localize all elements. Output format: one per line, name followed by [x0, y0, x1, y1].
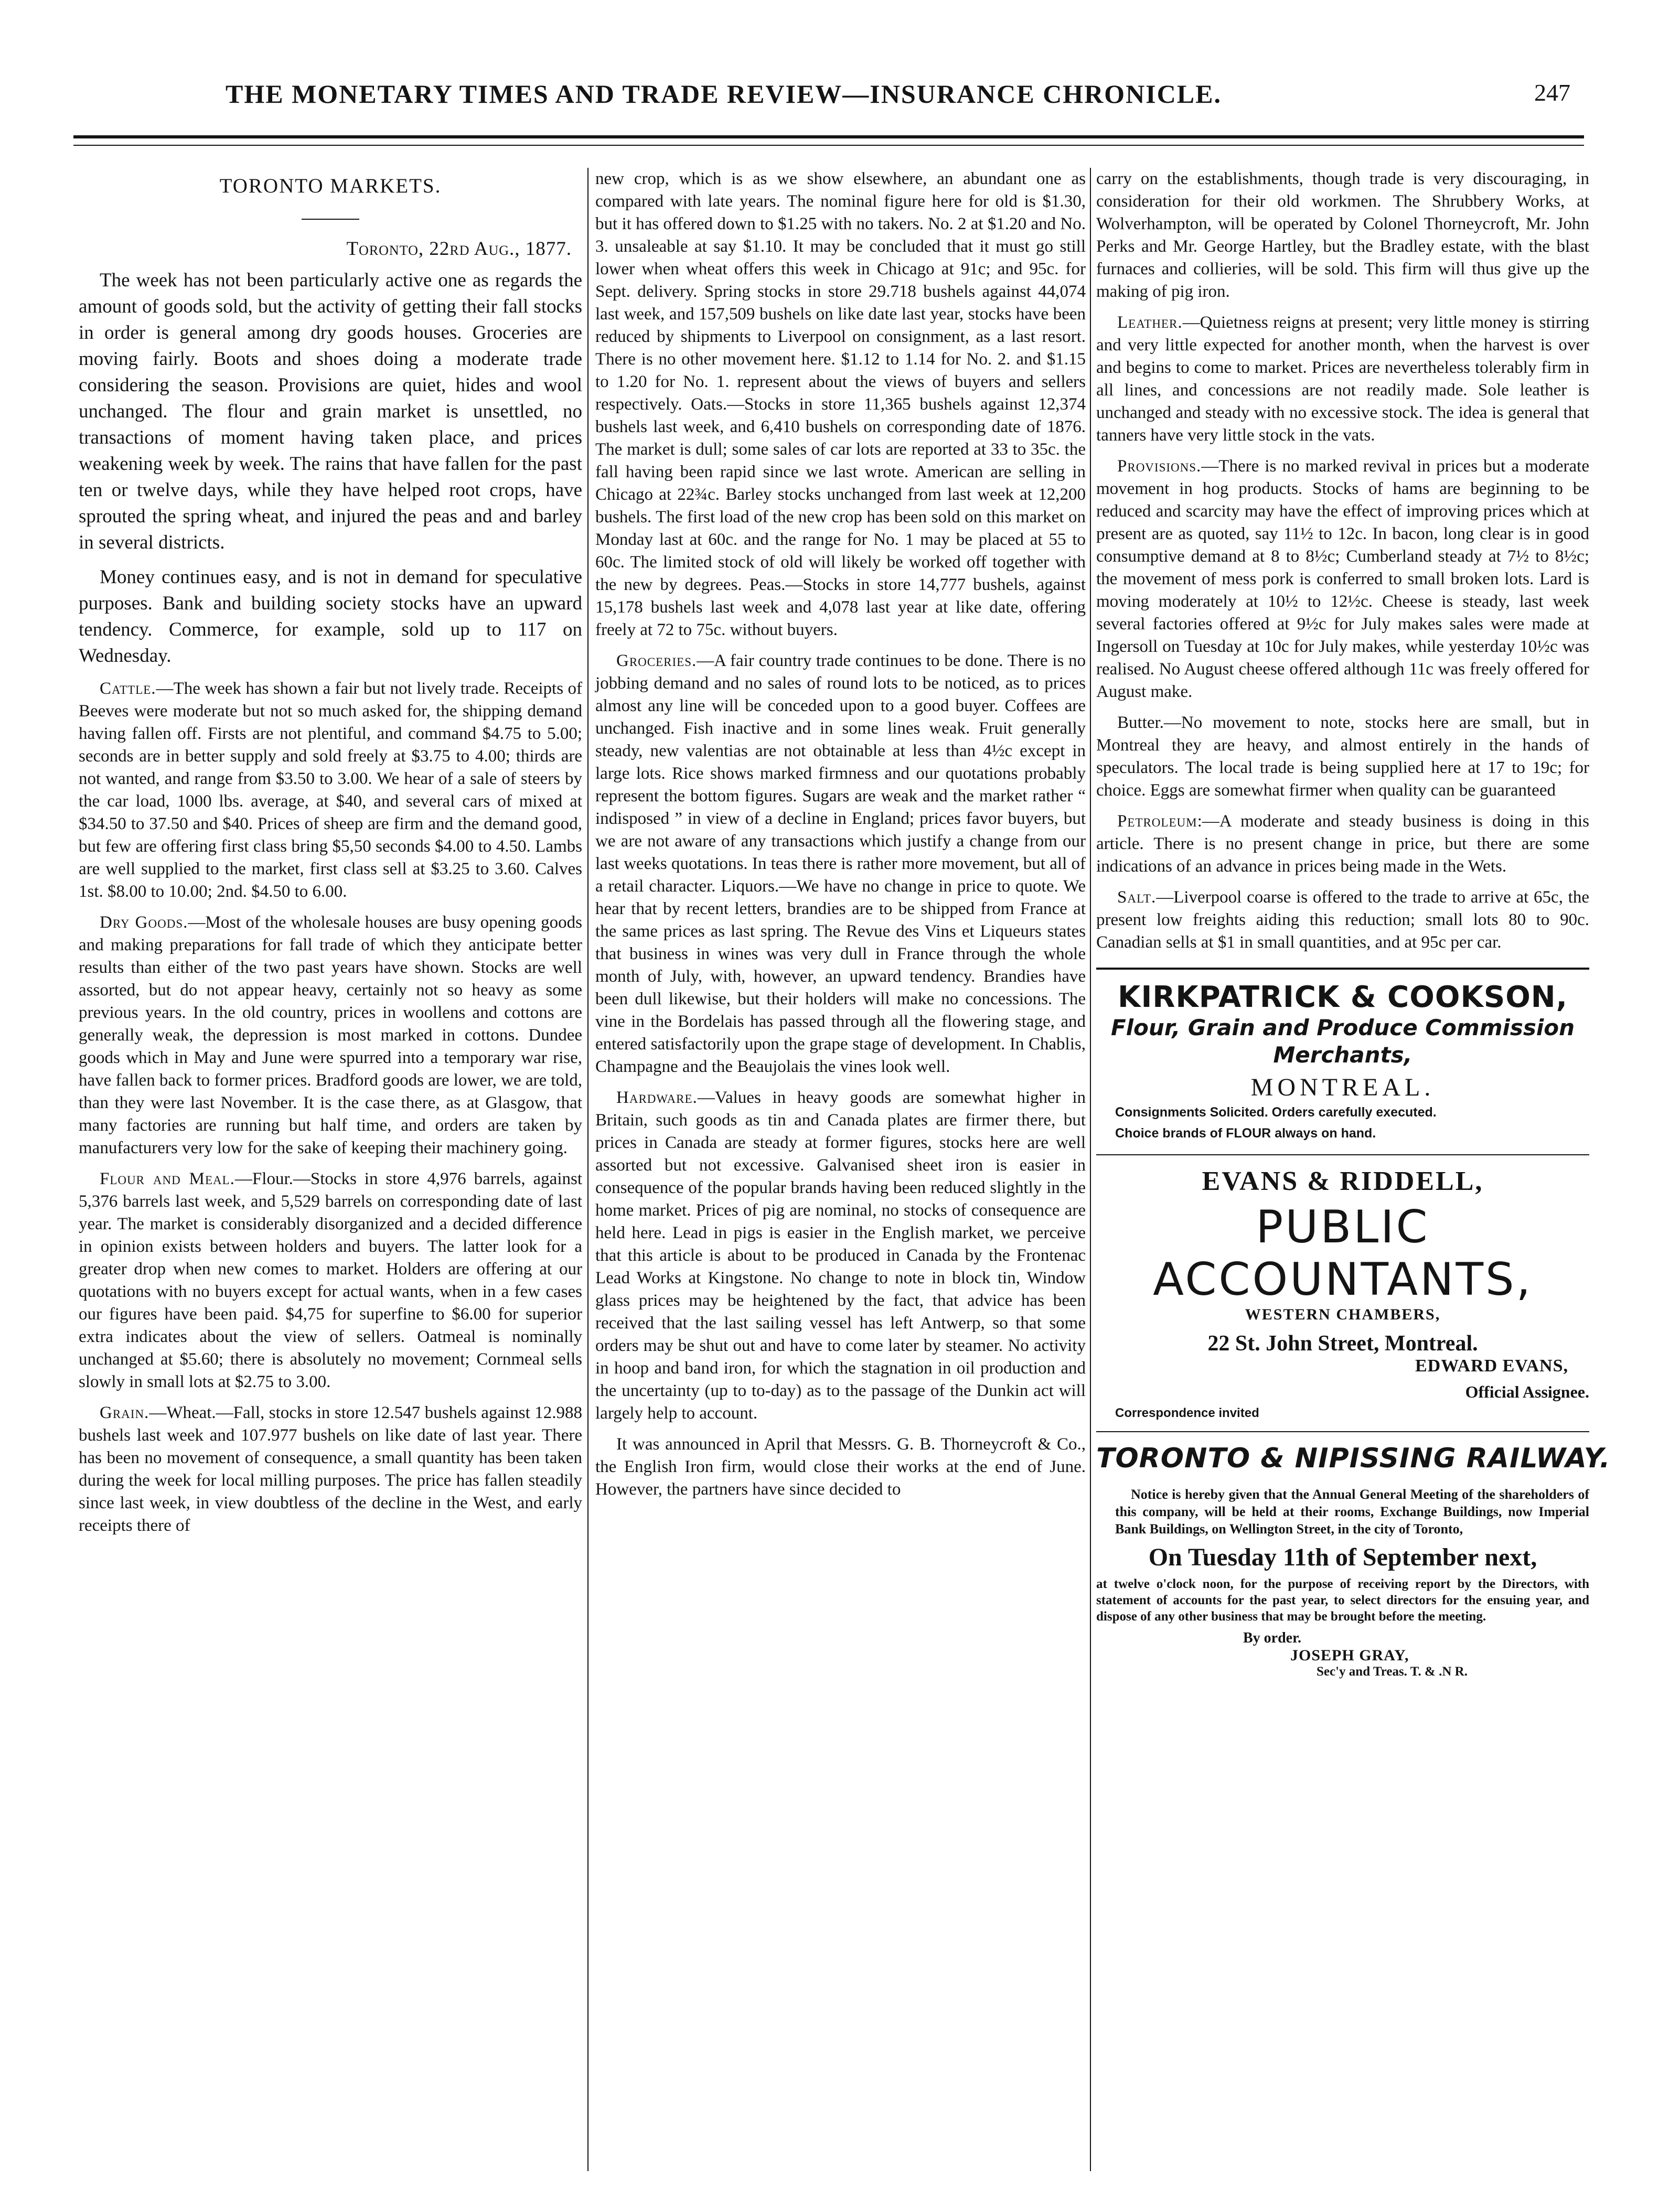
paragraph-text: —Liverpool coarse is offered to the trade to arrive at 65c, the present low freights aiding this reduction; small lots 80 to 90c. Canadian sells at $1 in small quantities, and at 95c per car. — [1096, 888, 1589, 952]
ad-divider — [1096, 1154, 1589, 1155]
section-heading: Flour and Meal. — [100, 1169, 235, 1188]
paragraph-text: —A fair country trade continues to be done. There is no jobbing demand and no sales of round lots to be noticed, as to prices almost any line will be conceded upon to a good buyer. Coffees are unchanged. Fish inactive and in some lines weak. Fruit generally steady, new valentias are not obtainable at less than 4½c except in large lots. Rice shows marked firmness and our quotations probably represent the bottom figures. Sugars are weak and the market rather “ indisposed ” in view of a decline in England; prices favor buyers, but we are not aware of any transactions which justify a change from our last weeks quotations. In teas there is rather more movement, but all of a retail character. Liquors.—We have no change in price to quote. We hear that by recent letters, brandies are to be shipped from France at the same prices as last spring. The Revue des Vins et Liqueurs states that business in wines was very dull in France through the whole month of July, with, however, an upward tendency. Brandies have been dull likewise, but their holders will make no concessions. The vine in the Bordelais has passed through all the flowering stage, and entered satisfactorily upon the grape stage of development. In Chablis, Champagne and the Beaujolais the vines look well. — [595, 651, 1086, 1076]
section-heading: Salt. — [1117, 888, 1157, 907]
kirkpatrick-ad — [1096, 980, 1589, 1144]
ad-signature: JOSEPH GRAY, — [1290, 1647, 1409, 1664]
ad-person-name: EDWARD EVANS, — [1415, 1356, 1568, 1376]
paragraph-text: :—A moderate and steady business is doing in this article. There is no present change in price, but there are some indications of an advance in prices being made in the Wets. — [1096, 812, 1589, 876]
ad-divider — [1096, 968, 1589, 970]
dateline: Toronto, 22rd Aug., 1877. — [346, 238, 572, 260]
grain-continued-paragraph: new crop, which is as we show elsewhere, an abundant one as compared with late years. The nominal figure here for old is $1.30, but it has offered down to $1.25 with no takers. No. 2 at $1.20 and No. 3. unsaleable at say $1.10. It may be concluded that it must go still lower when wheat offers this week in Chicago at 91c; and 95c. for Sept. delivery. Spring stocks in store 29.718 bushels against 44,074 last week, and 157,509 bushels on like date last year, stocks have been reduced by shipments to Liverpool on consignment, as a last resort. There is no other movement here. $1.12 to 1.14 for No. 2. and $1.15 to 1.20 for No. 1. represent about the views of buyers and sellers respectively. Oats.—Stocks in store 11,365 bushels against 12,374 bushels last week, and 6,410 bushels on corresponding date of 1876. The market is dull; some sales of car lots are reported at 33 to 35c. the fall having been rapid since we last wrote. American are selling in Chicago at 22¾c. Barley stocks unchanged from last week at 12,200 bushels. The first load of the new crop has been sold on this market on Monday last at 60c. and the range for No. 1 may be placed at 55 to 60c. The limited stock of old will likely be worked off together with the new by degrees. Peas.—Stocks in store 14,777 bushels, against 15,178 bushels last week and 4,078 last year at like date, offering freely at 72 to 75c. without buyers. — [595, 169, 1086, 639]
salt-paragraph — [1096, 886, 1589, 954]
dry-goods-paragraph — [79, 911, 582, 1160]
section-heading: Dry Goods. — [100, 913, 188, 932]
market-reports — [79, 678, 582, 1537]
grain-paragraph — [79, 1402, 582, 1537]
section-heading: Leather. — [1117, 313, 1183, 332]
ad-notice-text: at twelve o'clock noon, for the purpose of receiving report by the Directors, with statement of accounts for the past year, to select directors for the ensuing year, and dispose of any other business that may be brought before the meeting. — [1096, 1577, 1589, 1624]
railway-notice-ad — [1096, 1443, 1611, 1679]
leather-paragraph — [1096, 312, 1589, 447]
header-rule-thin — [73, 145, 1584, 146]
ad-note: Consignments Solicited. Orders carefully executed. — [1115, 1105, 1437, 1120]
groceries-paragraph — [595, 650, 1086, 1078]
intro-paragraph: The week has not been particularly active one as regards the amount of goods sold, but the activity of getting their fall stocks in order is general among dry goods houses. Groceries are moving fairly. Boots and shoes doing a moderate trade considering the season. Provisions are quiet, hides and wool unchanged. The flour and grain market is unsettled, no transactions of moment having taken place, and prices weakening week by week. The rains that have fallen for the past ten or twelve days, while they have helped root crops, have sprouted the spring wheat, and injured the peas and and barley in several districts. — [79, 270, 582, 553]
ad-trade-line: Merchants, — [1273, 1042, 1413, 1068]
paragraph-text: —Wheat.—Fall, stocks in store 12.547 bushels against 12.988 bushels last week and 107.977 bushels on like date of last year. There has been no movement of consequence, a small quantity has been taken during the week for local milling purposes. The price has fallen steadily since last week, in view doubtless of the decline in the West, and early receipts there of — [79, 1403, 582, 1535]
section-heading: Petroleum — [1117, 812, 1197, 831]
hardware-paragraph — [595, 1087, 1086, 1425]
provisions-paragraph — [1096, 455, 1589, 703]
thorneycroft-paragraph: It was announced in April that Messrs. G. B. Thorneycroft & Co., the English Iron firm, would close their works at the end of June. However, the partners have since decided to — [595, 1435, 1086, 1499]
section-heading: Groceries. — [616, 651, 697, 670]
ad-person-role: Official Assignee. — [1465, 1382, 1589, 1401]
lead-section — [79, 267, 582, 669]
ad-invite: Correspondence invited — [1115, 1406, 1259, 1420]
ad-note: Choice brands of FLOUR always on hand. — [1115, 1126, 1376, 1141]
title-rule — [302, 219, 359, 220]
ad-notice-text: Notice is hereby given that the Annual General Meeting of the shareholders of this company, will be held at their rooms, Exchange Buildings, now Imperial Bank Buildings, on Wellington Street, in the city of Toronto, — [1115, 1487, 1589, 1537]
petroleum-paragraph — [1096, 810, 1589, 878]
column-2 — [595, 168, 1086, 1509]
ad-firm-name: EVANS & RIDDELL, — [1202, 1166, 1484, 1196]
ad-headline: PUBLIC ACCOUNTANTS, — [1153, 1201, 1533, 1306]
ad-address: 22 St. John Street, Montreal. — [1207, 1332, 1478, 1356]
thorneycroft-continued-paragraph: carry on the establishments, though trade is very discouraging, in consideration for their old workmen. The Shrubbery Works, at Wolverhampton, will be operated by Colonel Thorneycroft, Mr. John Perks and Mr. George Hartley, but the Bradley estate, with the blast furnaces and collieries, will be sold. This firm will thus give up the making of pig iron. — [1096, 169, 1589, 301]
paragraph-text: —There is no marked revival in prices but a moderate movement in hog products. Stocks of hams are beginning to be reduced and scarcity may have the effect of improving prices which at present are as quoted, say 11½ to 12c. In bacon, long clear is in good consumptive demand at 8 to 8½c; Cumberland steady at 7½ to 8½c; the movement of mess pork is conferred to small broken lots. Lard is moving moderately at 10½ to 12½c. Cheese is steady, last week several factories offered at 9½c for July makes sales were made at Ingersoll on Tuesday at 10c for July makes, while yesterday 10½c was realised. No August cheese offered although 11c was freely offered for August make. — [1096, 457, 1589, 701]
paragraph-text: —The week has shown a fair but not lively trade. Receipts of Beeves were moderate but not so much asked for, the shipping demand having fallen off. Firsts are not plentiful, and command $4.75 to 5.00; seconds are in better supply and sold freely at $3.75 to 4.00; thirds are not wanted, and range from $3.50 to 3.00. We hear of a sale of steers by the car load, 1000 lbs. average, at $40, and several cars of mixed at $34.50 to 37.50 and $40. Prices of sheep are firm and the demand good, but few are offering first class bring $5,50 seconds $4.00 to 4.50. Lambs are well supplied to the market, first class sell at $3.25 to 3.60. Calves 1st. $8.00 to 10.00; 2nd. $4.50 to 6.00. — [79, 679, 582, 901]
flour-paragraph — [79, 1168, 582, 1393]
ad-trade-line: Flour, Grain and Produce Commission — [1110, 1015, 1575, 1040]
ad-headline: TORONTO & NIPISSING RAILWAY. — [1096, 1443, 1611, 1474]
ad-divider — [1096, 1431, 1589, 1432]
column-3 — [1096, 168, 1611, 1679]
section-heading: Grain. — [100, 1403, 149, 1422]
paragraph-text: —Quietness reigns at present; very little money is stirring and very little expected for another month, when the harvest is over and begins to come to market. Prices are nevertheless tolerably firm in all lines, and concessions are not readily made. Sole leather is unchanged and steady with no excessive stock. The idea is general that tanners have very little stock in the vats. — [1096, 313, 1589, 445]
market-reports-continued — [1096, 168, 1589, 954]
paragraph-text: —Most of the wholesale houses are busy opening goods and making preparations for fall trade of which they anticipate better results than either of the two past years have shown. Stocks are well assorted, but do not appear heavy, certainly not so heavy as some previous years. In the old country, prices in woollens and cottons are generally weak, the depression is most marked in cottons. Dundee goods which in May and June were spurred into a temporary war rise, have fallen back to former prices. Bradford goods are lower, we are told, than they were last November. It is the case there, as at Glasgow, that many factories are running but half time, and orders are taken by manufacturers very low for the sake of keeping their machinery going. — [79, 913, 582, 1157]
running-head: THE MONETARY TIMES AND TRADE REVIEW—INSURANCE CHRONICLE. — [226, 79, 1222, 109]
section-heading: Cattle. — [100, 679, 156, 698]
column-1 — [79, 168, 582, 1545]
ad-city: MONTREAL. — [1250, 1073, 1435, 1101]
cattle-paragraph — [79, 678, 582, 903]
column-divider — [1090, 168, 1091, 2171]
column-divider — [587, 168, 588, 2171]
section-heading: Hardware. — [616, 1088, 698, 1107]
money-paragraph: Money continues easy, and is not in demand for speculative purposes. Bank and building society stocks have an upward tendency. Commerce, for example, sold up to 117 on Wednesday. — [79, 566, 582, 667]
evans-riddell-ad — [1096, 1166, 1589, 1421]
article-title: TORONTO MARKETS. — [219, 175, 442, 197]
paragraph-text: —Flour.—Stocks in store 4,976 barrels, against 5,376 barrels last week, and 5,529 barrels on corresponding date of last year. The market is considerably disorganized and a decided difference in opinion exists between holders and buyers. The latter look for a greater drop when new comes to market. Holders are offering at our quotations with no buyers except for actual wants, when in a few cases our figures have been paid. $4,75 for superfine to $6.00 for superior extra indicates about the view of sellers. Oatmeal is nominally unchanged at $5.60; there is absolutely no movement; Cornmeal sells slowly in small lots at $2.75 to 3.00. — [79, 1169, 582, 1391]
ad-chambers: WESTERN CHAMBERS, — [1245, 1306, 1441, 1323]
header-rule — [73, 135, 1584, 138]
section-heading: Provisions. — [1117, 457, 1202, 476]
ad-firm-name: KIRKPATRICK & COOKSON, — [1118, 980, 1568, 1014]
paragraph-text: —Values in heavy goods are somewhat higher in Britain, such goods as tin and Canada plates are firmer there, but prices in Canada are steady at former figures, stocks here are well assorted but not excessive. Galvanised sheet iron is easier in consequence of the popular brands having been reduced slightly in the home market. Prices of pig are nominal, no stocks of consequence are held here. Lead in pigs is easier in the English market, we perceive that this article is about to be produced in Canada by the Frontenac Lead Works at Kingstone. No change to note in block tin, Window glass prices may be heightened by the fact, that advice has been received that the last sailing vessel has left Antwerp, so that some orders may be shut out and have to come later by steamer. No activity in hoop and band iron, for which the stagnation in oil production and the uncertainty (up to to-day) as to the passage of the Dunkin act will largely help to account. — [595, 1088, 1086, 1423]
butter-paragraph: Butter.—No movement to note, stocks here are small, but in Montreal they are heavy, and almost entirely in the hands of speculators. The local trade is being supplied here at 17 to 19c; for choice. Eggs are somewhat firmer when quality can be guaranteed — [1096, 713, 1589, 800]
ad-meeting-date: On Tuesday 11th of September next, — [1148, 1543, 1537, 1571]
ad-signer-title: Sec'y and Treas. T. & .N R. — [1317, 1665, 1468, 1679]
ad-order: By order. — [1243, 1630, 1301, 1646]
page-number: 247 — [1534, 79, 1570, 106]
